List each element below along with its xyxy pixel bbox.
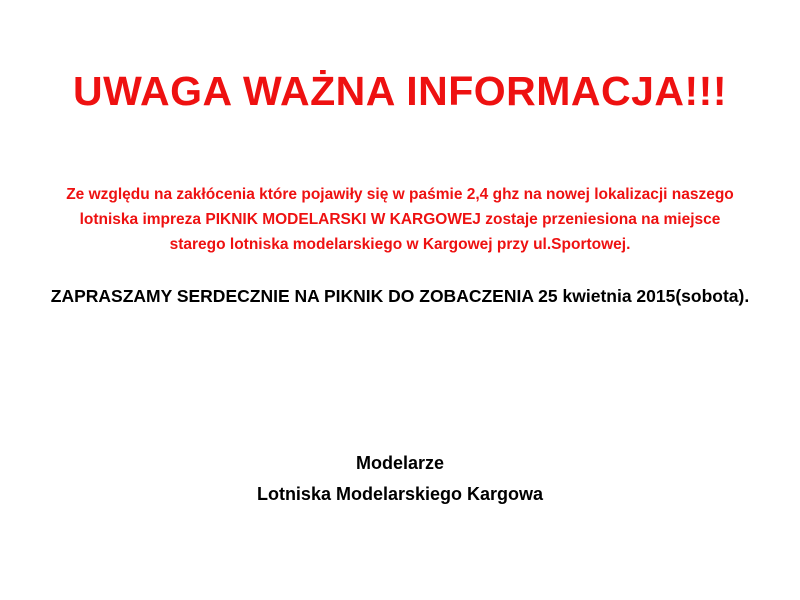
announcement-body — [0, 182, 800, 257]
announcement-line: Ze względu na zakłócenia które pojawiły się w paśmie 2,4 ghz na nowej lokalizacji naszego — [66, 186, 734, 203]
signature-line: Lotniska Modelarskiego Kargowa — [256, 484, 544, 504]
announcement-line: starego lotniska modelarskiego w Kargowej przy ul.Sportowej. — [169, 236, 631, 253]
announcement-line: lotniska impreza PIKNIK MODELARSKI W KARGOWEJ zostaje przeniesiona na miejsce — [79, 211, 721, 228]
invitation-text: ZAPRASZAMY SERDECZNIE NA PIKNIK DO ZOBACZENIA 25 kwietnia 2015(sobota). — [50, 286, 750, 306]
signature-block — [0, 448, 800, 510]
page-title: UWAGA WAŻNA INFORMACJA!!! — [73, 68, 727, 114]
signature-line: Modelarze — [355, 453, 445, 473]
